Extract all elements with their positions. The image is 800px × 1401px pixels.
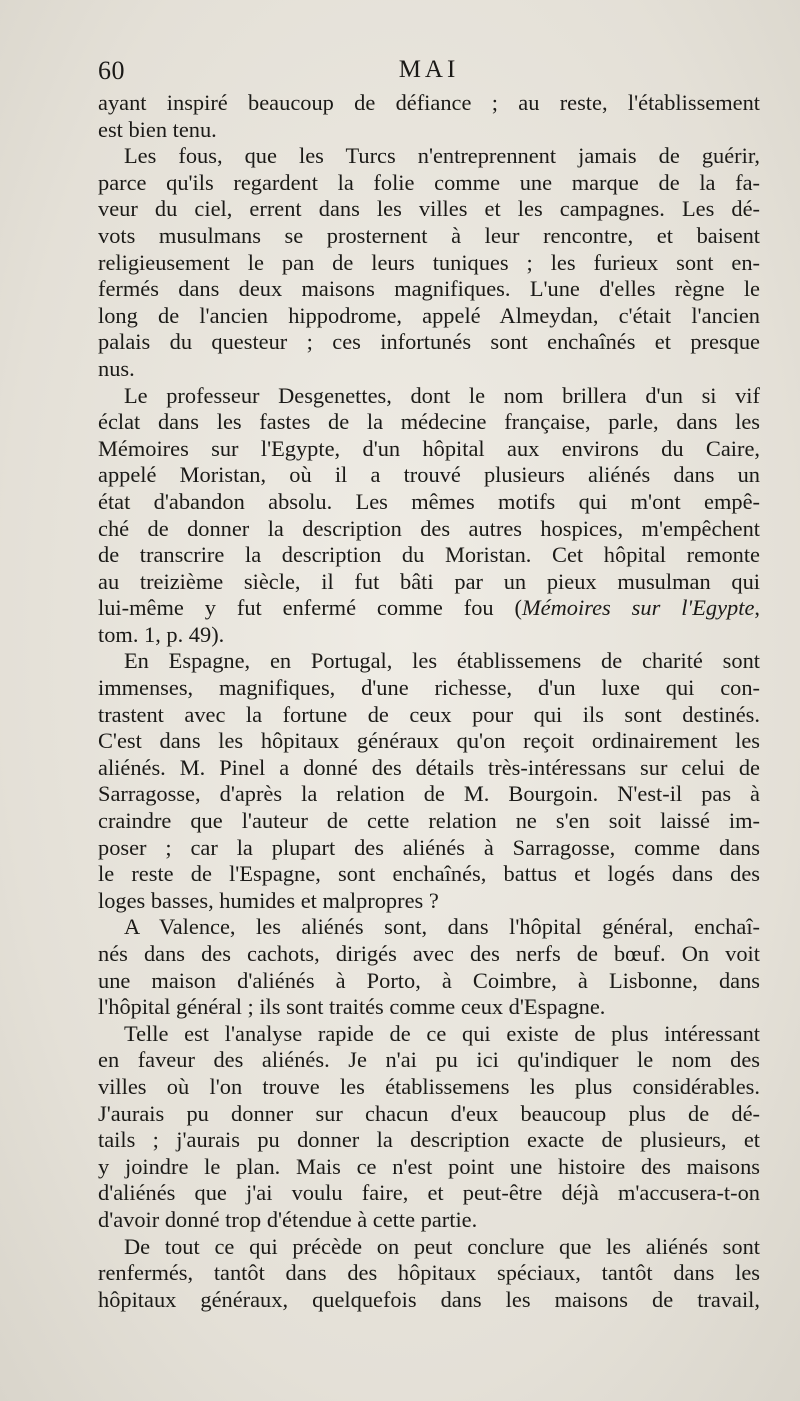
running-head: MAI (398, 56, 460, 83)
text-line: A Valence, les aliénés sont, dans l'hôpital général, enchaî- (124, 914, 760, 940)
text-line: parce qu'ils regardent la folie comme une marque de la fa- (98, 169, 760, 195)
text-line: Telle est l'analyse rapide de ce qui existe de plus intéressant (124, 1020, 760, 1046)
text-line: tails ; j'aurais pu donner la description exacte de plusieurs, et (98, 1127, 760, 1153)
body-text (98, 90, 760, 1313)
text-line: immenses, magnifiques, d'une richesse, d'un luxe qui con- (98, 675, 760, 701)
text-line: aliénés. M. Pinel a donné des détails très-intéressans sur celui de (98, 754, 760, 780)
text-line: tom. 1, p. 49). (98, 621, 225, 647)
text-line: l'hôpital général ; ils sont traités comme ceux d'Espagne. (98, 994, 606, 1020)
text-line: fermés dans deux maisons magnifiques. L'une d'elles règne le (98, 276, 760, 302)
text-line: nus. (98, 355, 135, 381)
text-line: d'aliénés que j'ai voulu faire, et peut-être déjà m'accusera-t-on (98, 1180, 760, 1206)
text-line: de transcrire la description du Moristan. Cet hôpital remonte (98, 542, 760, 568)
text-line: veur du ciel, errent dans les villes et les campagnes. Les dé- (98, 196, 760, 222)
text-line: vots musulmans se prosternent à leur rencontre, et baisent (98, 222, 760, 248)
text-line: ayant inspiré beaucoup de défiance ; au reste, l'établissement (98, 90, 760, 115)
text-line: appelé Moristan, où il a trouvé plusieurs aliénés dans un (98, 462, 760, 488)
page-number: 60 (98, 56, 125, 85)
text-line: villes où l'on trouve les établissemens les plus considérables. (98, 1073, 760, 1099)
text-line: loges basses, humides et malpropres ? (98, 887, 439, 913)
text-line: J'aurais pu donner sur chacun d'eux beaucoup plus de dé- (98, 1100, 760, 1126)
text-line: poser ; car la plupart des aliénés à Sarragosse, comme dans (98, 834, 760, 860)
text-line: état d'abandon absolu. Les mêmes motifs qui m'ont empê- (98, 488, 760, 514)
text-line: au treizième siècle, il fut bâti par un pieux musulman qui (98, 568, 760, 594)
text-line: lui-même y fut enfermé comme fou (Mémoires sur l'Egypte, (98, 595, 760, 621)
text-line: Les fous, que les Turcs n'entreprennent jamais de guérir, (124, 143, 760, 169)
text-line: Le professeur Desgenettes, dont le nom brillera d'un si vif (124, 382, 760, 408)
text-line: craindre que l'auteur de cette relation ne s'en soit laissé im- (98, 808, 760, 834)
text-line: une maison d'aliénés à Porto, à Coimbre, à Lisbonne, dans (98, 967, 760, 993)
text-line: Mémoires sur l'Egypte, d'un hôpital aux environs du Caire, (98, 435, 760, 461)
text-line: le reste de l'Espagne, sont enchaînés, battus et logés dans des (98, 861, 760, 887)
text-line: d'avoir donné trop d'étendue à cette partie. (98, 1206, 478, 1232)
text-line: renfermés, tantôt dans des hôpitaux spéciaux, tantôt dans les (98, 1260, 760, 1286)
text-line: en faveur des aliénés. Je n'ai pu ici qu'indiquer le nom des (98, 1047, 760, 1073)
text-line: éclat dans les fastes de la médecine française, parle, dans les (98, 409, 760, 435)
text-line: nés dans des cachots, dirigés avec des nerfs de bœuf. On voit (98, 941, 760, 966)
text-line: trastent avec la fortune de ceux pour qui ils sont destinés. (98, 701, 760, 727)
text-line: est bien tenu. (98, 116, 217, 142)
text-line: palais du questeur ; ces infortunés sont enchaînés et presque (98, 329, 760, 355)
text-line: religieusement le pan de leurs tuniques ; les furieux sont en- (98, 249, 760, 275)
text-line: De tout ce qui précède on peut conclure que les aliénés sont (124, 1233, 760, 1259)
text-line: hôpitaux généraux, quelquefois dans les maisons de travail, (98, 1286, 760, 1312)
text-line: En Espagne, en Portugal, les établissemens de charité sont (124, 648, 760, 674)
text-line: long de l'ancien hippodrome, appelé Almeydan, c'était l'ancien (98, 302, 760, 328)
text-line: Sarragosse, d'après la relation de M. Bourgoin. N'est-il pas à (98, 781, 760, 807)
text-line: ché de donner la description des autres hospices, m'empêchent (98, 515, 760, 541)
text-line: C'est dans les hôpitaux généraux qu'on reçoit ordinairement les (98, 728, 760, 754)
text-line: y joindre le plan. Mais ce n'est point une histoire des maisons (98, 1153, 760, 1179)
